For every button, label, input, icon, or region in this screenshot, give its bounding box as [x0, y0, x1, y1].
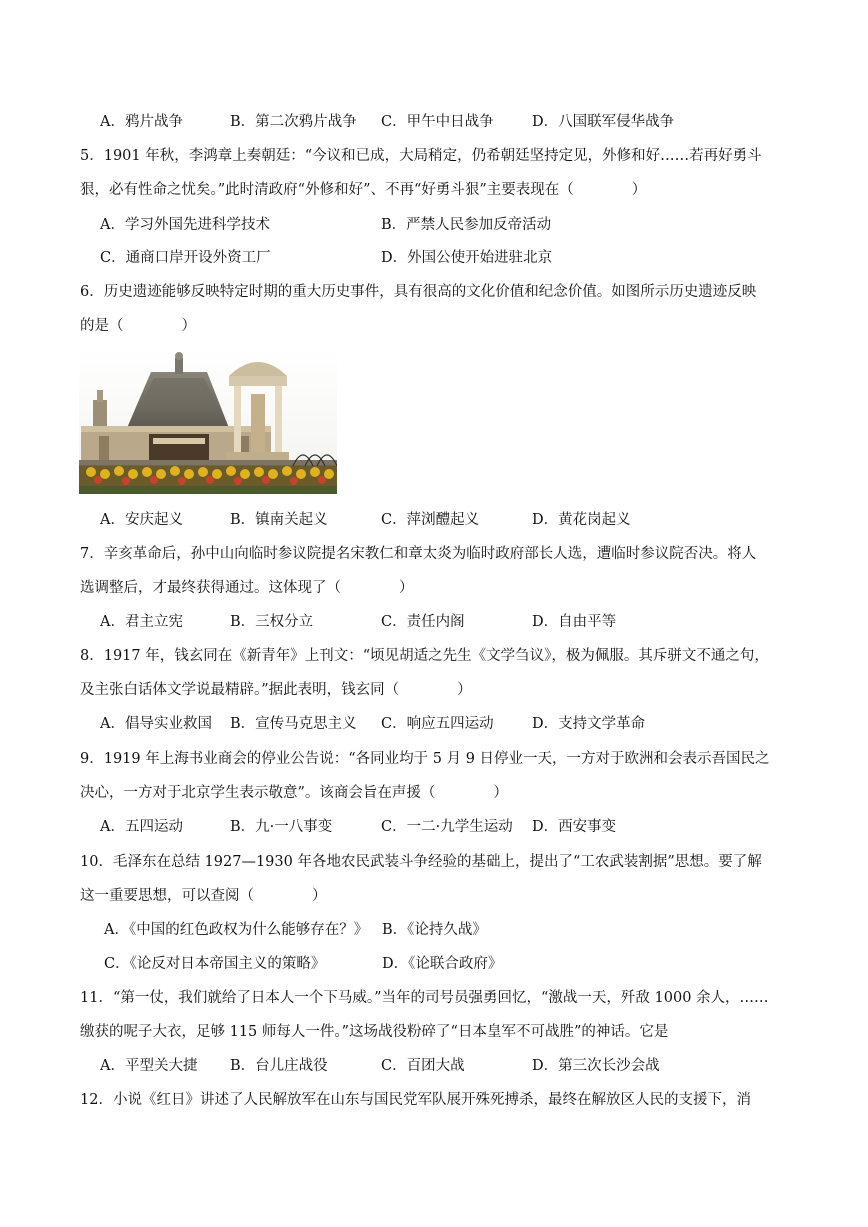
- q6-stem-line-2: 的是（ ）: [80, 318, 196, 334]
- q10-option-c: C．《论反对日本帝国主义的策略》: [104, 956, 326, 972]
- q11-stem-line-1: 11．“第一仗，我们就给了日本人一个下马威。”当年的司号员强勇回忆，“激战一天，歼敌 1000 余人，……: [80, 990, 769, 1006]
- q4-option-a: A．鸦片战争: [100, 114, 183, 130]
- q11-option-c: C．百团大战: [381, 1058, 465, 1074]
- q7-option-d: D．自由平等: [532, 614, 617, 630]
- q7-option-c: C．责任内阁: [381, 614, 465, 630]
- q9-option-b: B．九·一八事变: [230, 819, 333, 835]
- q7-option-a: A．君主立宪: [100, 614, 183, 630]
- q5-option-c: C．通商口岸开设外资工厂: [100, 250, 271, 266]
- monument-photo: [79, 348, 337, 494]
- q4-option-d: D．八国联军侵华战争: [532, 114, 675, 130]
- q8-stem-line-1: 8．1917 年，钱玄同在《新青年》上刊文：“顷见胡适之先生《文学刍议》，极为佩服。其斥骈文不通之句，: [80, 648, 769, 664]
- q9-option-c: C．一二·九学生运动: [381, 819, 513, 835]
- q6-option-d: D．黄花岗起义: [532, 512, 631, 528]
- q6-option-b: B．镇南关起义: [230, 512, 328, 528]
- q11-option-a: A．平型关大捷: [100, 1058, 198, 1074]
- q5-option-a: A．学习外国先进科学技术: [100, 217, 270, 233]
- q9-option-d: D．西安事变: [532, 819, 617, 835]
- q5-option-d: D．外国公使开始进驻北京: [381, 250, 553, 266]
- q10-stem-line-2: 这一重要思想，可以查阅（ ）: [80, 888, 327, 904]
- q10-option-b: B．《论持久战》: [382, 922, 487, 938]
- q8-stem-line-2: 及主张白话体文学说最精辟。”据此表明，钱玄同（ ）: [80, 682, 472, 698]
- q10-option-d: D．《论联合政府》: [382, 956, 503, 972]
- q5-stem-line-2: 狠，必有性命之忧矣。”此时清政府“外修和好”、不再“好勇斗狠”主要表现在（ ）: [80, 182, 647, 198]
- q12-stem-line-1: 12．小说《红日》讲述了人民解放军在山东与国民党军队展开殊死搏杀，最终在解放区人民的支援下，消: [80, 1092, 751, 1108]
- q9-stem-line-2: 决心，一方对于北京学生表示敬意”。该商会旨在声援（ ）: [80, 785, 508, 801]
- q8-option-d: D．支持文学革命: [532, 716, 646, 732]
- q6-option-a: A．安庆起义: [100, 512, 183, 528]
- q11-stem-line-2: 缴获的呢子大衣，足够 115 师每人一件。”这场战役粉碎了“日本皇军不可战胜”的神话。它是: [80, 1024, 669, 1040]
- q5-option-b: B．严禁人民参加反帝活动: [381, 217, 552, 233]
- q11-option-d: D．第三次长沙会战: [532, 1058, 660, 1074]
- q9-stem-line-1: 9．1919 年上海书业商会的停业公告说：“各同业均于 5 月 9 日停业一天，一方对于欧洲和会表示吾国民之: [80, 751, 770, 767]
- q11-option-b: B．台儿庄战役: [230, 1058, 328, 1074]
- q4-option-b: B．第二次鸦片战争: [230, 114, 357, 130]
- q6-stem-line-1: 6．历史遗迹能够反映特定时期的重大历史事件，具有很高的文化价值和纪念价值。如图所示历史遗迹反映: [80, 284, 757, 300]
- q7-stem-line-1: 7．辛亥革命后，孙中山向临时参议院提名宋教仁和章太炎为临时政府部长人选，遭临时参议院否决。将人: [80, 546, 757, 562]
- q10-stem-line-1: 10．毛泽东在总结 1927—1930 年各地农民武装斗争经验的基础上，提出了“工农武装割据”思想。要了解: [80, 854, 762, 870]
- q8-option-a: A．倡导实业救国: [100, 716, 212, 732]
- q8-option-b: B．宣传马克思主义: [230, 716, 357, 732]
- q4-option-c: C．甲午中日战争: [381, 114, 494, 130]
- q9-option-a: A．五四运动: [100, 819, 183, 835]
- q8-option-c: C．响应五四运动: [381, 716, 494, 732]
- q5-stem-line-1: 5．1901 年秋，李鸿章上奏朝廷：“今议和已成，大局稍定，仍希朝廷坚持定见，外修和好……若再好勇斗: [80, 148, 762, 164]
- q7-stem-line-2: 选调整后，才最终获得通过。这体现了（ ）: [80, 580, 414, 596]
- q6-option-c: C．萍浏醴起义: [381, 512, 480, 528]
- q10-option-a: A．《中国的红色政权为什么能够存在？》: [104, 922, 369, 938]
- q7-option-b: B．三权分立: [230, 614, 314, 630]
